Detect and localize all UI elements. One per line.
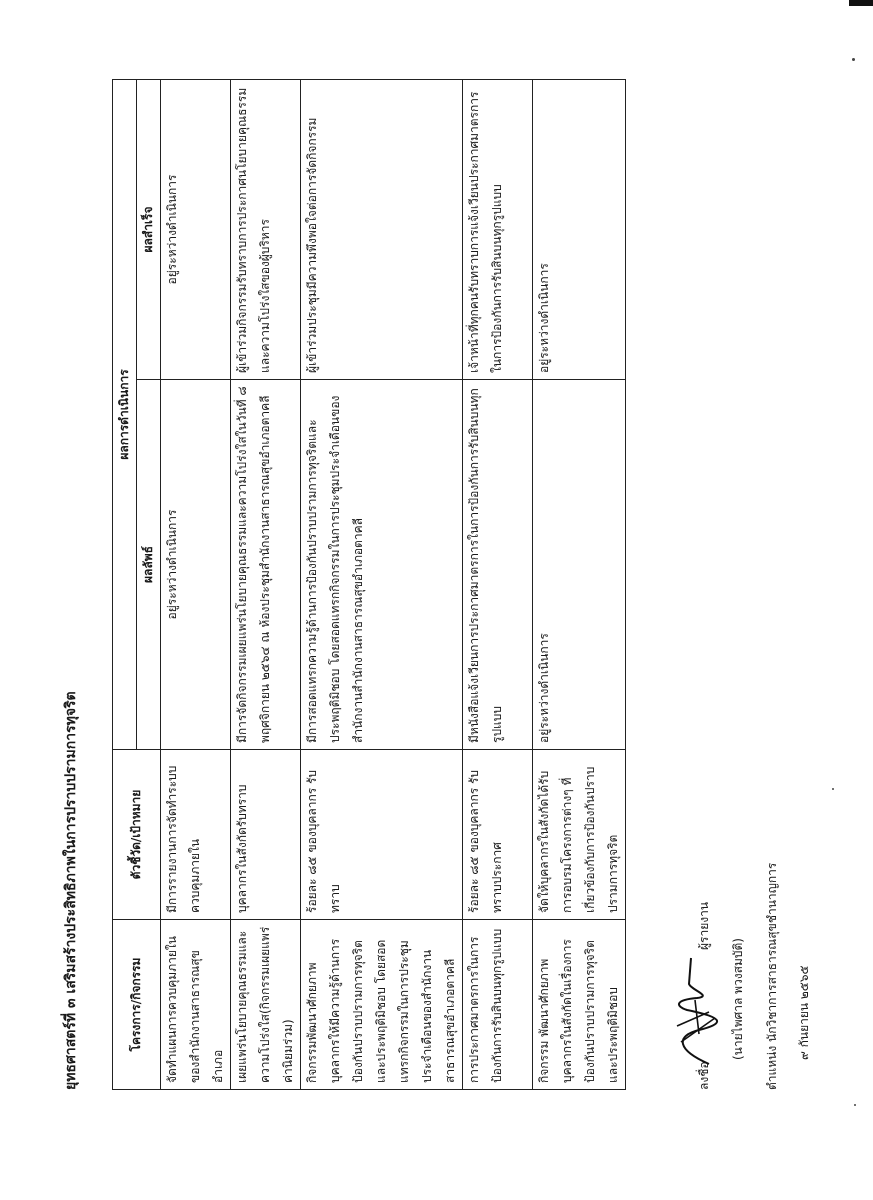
signature-date: ๙ กันยายน ๒๕๖๕ [797,965,811,1060]
cell-output: มีการจัดกิจกรรมเผยแพร่นโยบายคุณธรรมและความโปร่งใสในวันที่ ๘ พฤศจิกายน ๒๕๖๔ ณ ห้องประชุมสำนักงานสาธารณสุขอำเภอตาคลี [231,380,301,750]
table-row [301,79,463,1089]
document-heading: ยุทธศาสตร์ที่ ๓ เสริมสร้างประสิทธิภาพในการปราบปรามการทุจริต [63,691,79,1090]
cell-indicator: บุคลากรในสังกัดรับทราบ [231,750,301,920]
cell-outcome: เจ้าหน้าที่ทุกคนรับทราบการแจ้งเวียนประกาศมาตรการในการป้องกันการรับสินบนทุกรูปแบบ [463,79,533,379]
cell-output: อยู่ระหว่างดำเนินการ [161,380,231,750]
cell-output: มีการสอดแทรกความรู้ด้านการป้องกันปราบปรามการทุจริตและประพฤติมิชอบ โดยสอดแทรกกิจกรรมในการประชุมประจำเดือนของสำนักงานสำนักงานสาธารณสุขอำเภอตาคลี [301,380,463,750]
cell-outcome: อยู่ระหว่างดำเนินการ [161,79,231,379]
cell-outcome: ผู้เข้าร่วมกิจกรรมรับทราบการประกาศนโยบายคุณธรรมและความโปร่งใสของผู้บริหาร [231,79,301,379]
cell-project: การประกาศมาตรการในการป้องกันการรับสินบนทุกรูปแบบ [463,920,533,1090]
cell-indicator: ร้อยละ ๘๕ ของบุคลากร รับทราบ [301,750,463,920]
header-project: โครงการ/กิจกรรม [113,920,161,1090]
cell-indicator: จัดให้บุคลากรในสังกัดได้รับการอบรมโครงการต่างๆ ที่เกี่ยวข้องกับการป้องกันปราบปรามการทุจริต [533,750,626,920]
cell-outcome: ผู้เข้าร่วมประชุมมีความพึงพอใจต่อการจัดกิจกรรม [301,79,463,379]
signer-name: (นายไพศาล พวงสมบัติ) [731,938,745,1060]
header-output: ผลลัพธ์ [137,380,161,750]
table-row [231,79,301,1089]
cell-output: มีหนังสือแจ้งเวียนการประกาศมาตรการในการป้องกันการรับสินบนทุกรูปแบบ [463,380,533,750]
handwritten-signature [669,950,729,1070]
table-row [533,79,626,1089]
cell-project: กิจกรรม พัฒนาศักยภาพบุคลากรในสังกัดในเรื่องการป้องกันปราบปรามการทุจริตและประพฤติมิชอบ [533,920,626,1090]
cell-indicator: มีการรายงานการจัดทำระบบควบคุมภายใน [161,750,231,920]
cell-project: จัดทำแผนการควบคุมภายในของสำนักงานสาธารณสุขอำเภอ [161,920,231,1090]
results-table [112,79,626,1090]
table-header-row [113,79,137,1089]
header-indicator: ตัวชี้วัด/เป้าหมาย [113,750,161,920]
reporter-label: ผู้รายงาน [697,901,711,950]
header-outcome: ผลสำเร็จ [137,79,161,379]
signer-position: ตำแหน่ง นักวิชาการสาธารณสุขชำนาญการ [765,862,779,1090]
table-row [161,79,231,1089]
table-row [463,79,533,1089]
cell-project: กิจกรรมพัฒนาศักยภาพบุคลากรให้มีความรู้ด้านการป้องกันปราบปรามการทุจริตและประพฤติมิชอบ โดยสอดแทรกกิจกรรมในการประชุมประจำเดือนของสำนักงานสาธารณสุขอำเภอตาคลี [301,920,463,1090]
sign-label: ลงชื่อ [697,1061,711,1090]
cell-output: อยู่ระหว่างดำเนินการ [533,380,626,750]
cell-outcome: อยู่ระหว่างดำเนินการ [533,79,626,379]
header-results-group: ผลการดำเนินการ [113,79,137,749]
cell-indicator: ร้อยละ ๘๕ ของบุคลากร รับทราบประกาศ [463,750,533,920]
cell-project: เผยแพร่นโยบายคุณธรรมและความโปร่งใส(กิจกรรมเผยแพร่ค่านิยมร่วม) [231,920,301,1090]
